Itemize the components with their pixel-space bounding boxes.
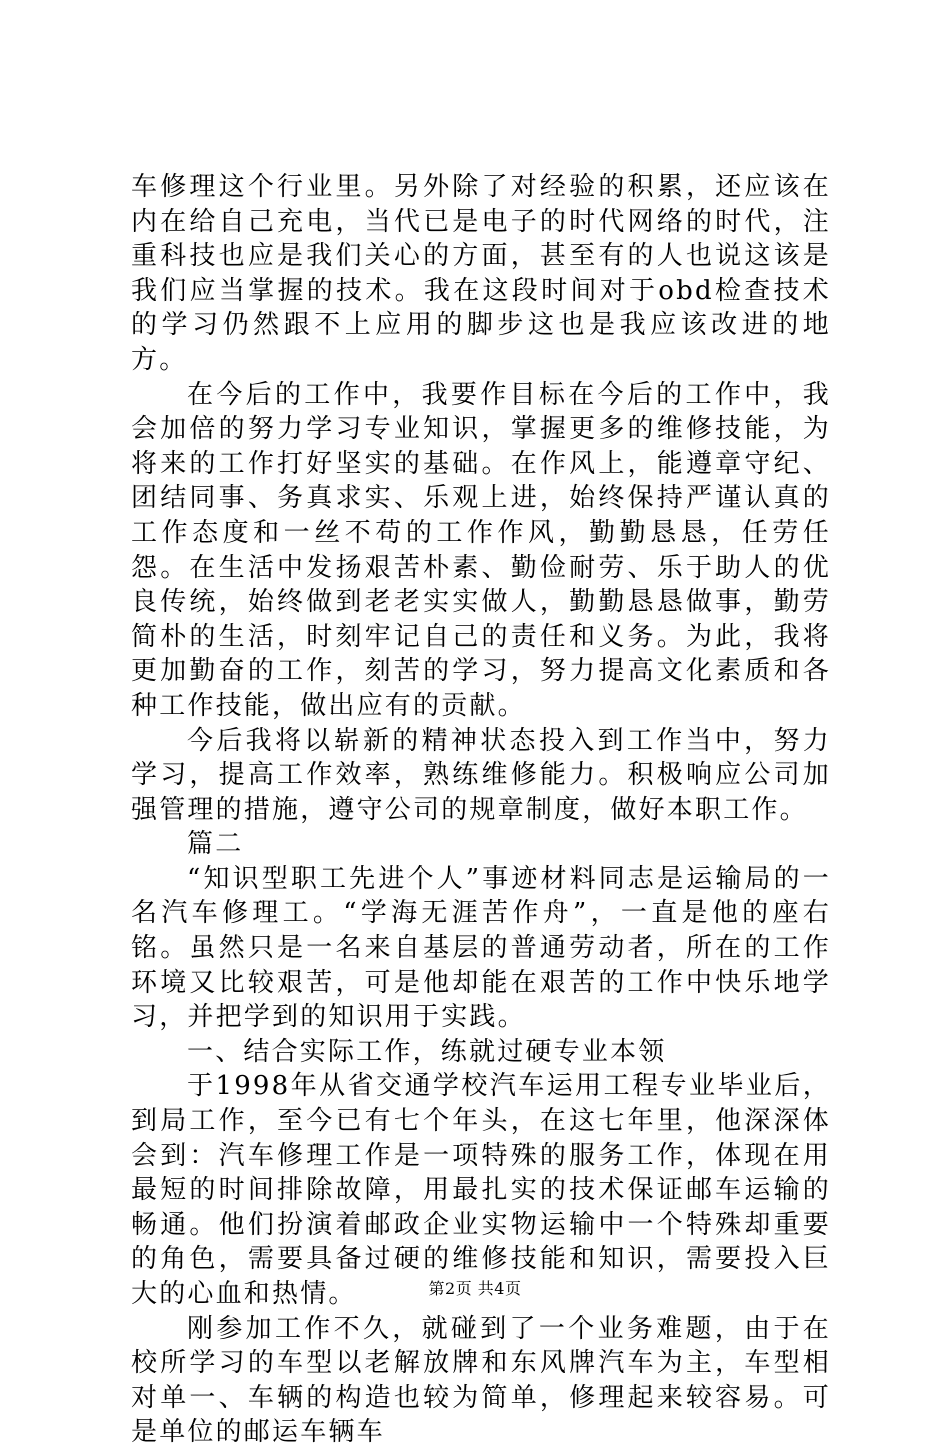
paragraph-future-work: 在今后的工作中，我要作目标在今后的工作中，我会加倍的努力学习专业知识，掌握更多的维修技能，为将来的工作打好坚实的基础。在作风上，能遵章守纪、团结同事、务真求实、乐观上进，始终保持严谨认真的工作态度和一丝不苟的工作作风，勤勤恳恳，任劳任怨。在生活中发扬艰苦朴素、勤俭耐劳、乐于助人的优良传统，始终做到老老实实做人，勤勤恳恳做事，勤劳简朴的生活，时刻牢记自己的责任和义务。为此，我将更加勤奋的工作，刻苦的学习，努力提高文化素质和各种工作技能，做出应有的贡献。 [131,379,831,721]
paragraph-new-spirit: 今后我将以崭新的精神状态投入到工作当中，努力学习，提高工作效率，熟练维修能力。积极响应公司加强管理的措施，遵守公司的规章制度，做好本职工作。 [131,725,831,825]
paragraph-continuation: 车修理这个行业里。另外除了对经验的积累，还应该在内在给自己充电，当代已是电子的时代网络的时代，注重科技也应是我们关心的方面，甚至有的人也说这该是我们应当掌握的技术。我在这段时间对于obd检查技术的学习仍然跟不上应用的脚步这也是我应该改进的地方。 [131,172,831,375]
document-body [131,170,831,1450]
subsection-heading-one: 一、结合实际工作，练就过硬专业本领 [187,1036,667,1067]
page-number-label: 第2页 共4页 [428,1279,522,1298]
paragraph-1998-graduation: 于1998年从省交通学校汽车运用工程专业毕业后，到局工作，至今已有七个年头，在这七年里，他深深体会到：汽车修理工作是一项特殊的服务工作，体现在用最短的时间排除故障，用最扎实的技术保证邮车运输的畅通。他们扮演着邮政企业实物运输中一个特殊却重要的角色，需要具备过硬的维修技能和知识，需要投入巨大的心血和热情。 [131,1071,831,1309]
paragraph-business-problem: 刚参加工作不久，就碰到了一个业务难题，由于在校所学习的车型以老解放牌和东风牌汽车为主，车型相对单一、车辆的构造也较为简单，修理起来较容易。可是单位的邮运车辆车 [131,1313,831,1448]
paragraph-advanced-worker: “知识型职工先进个人”事迹材料同志是运输局的一名汽车修理工。“学海无涯苦作舟”，一直是他的座右铭。虽然只是一名来自基层的普通劳动者，所在的工作环境又比较艰苦，可是他却能在艰苦的工作中快乐地学习，并把学到的知识用于实践。 [131,863,831,1033]
section-heading-part-two: 篇二 [187,829,244,860]
page-footer [0,1276,950,1299]
